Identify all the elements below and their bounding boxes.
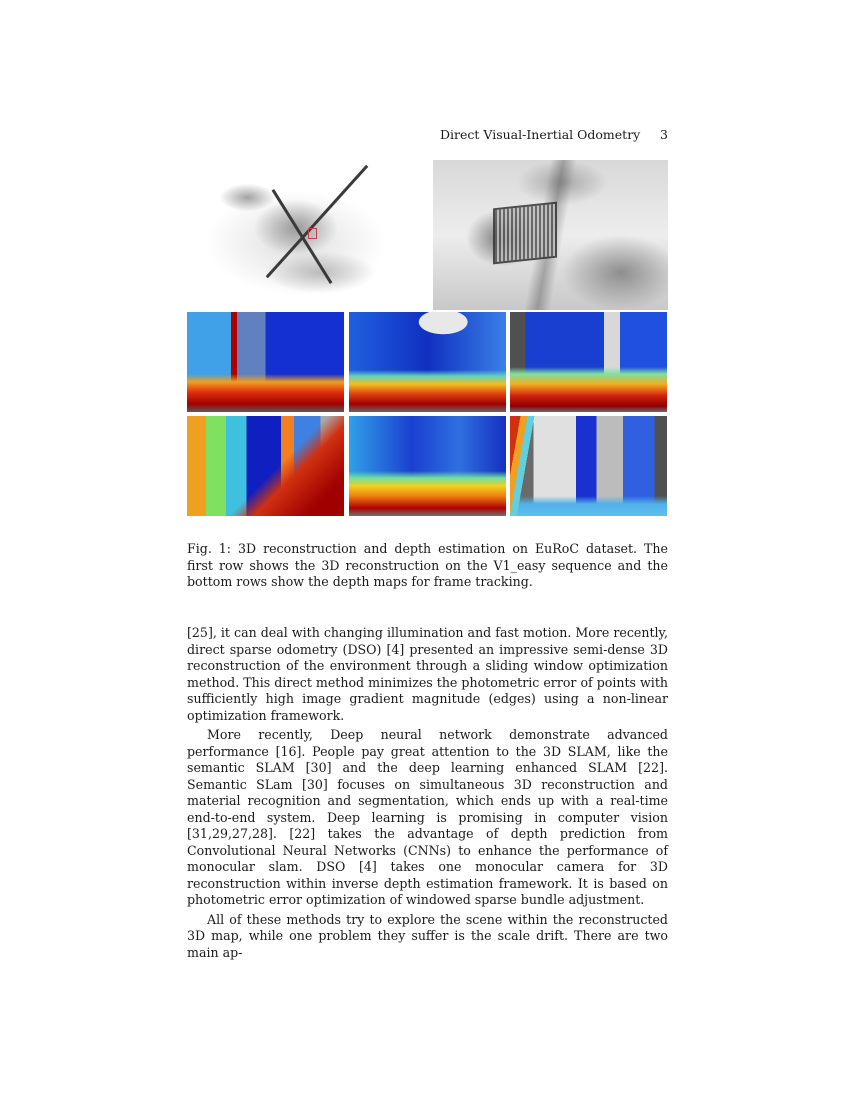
depth-map-image (349, 312, 506, 412)
running-head-title: Direct Visual-Inertial Odometry (440, 127, 641, 142)
figure-caption: Fig. 1: 3D reconstruction and depth estimation on EuRoC dataset. The first row shows the 3D reconstruction on the V1_easy sequence and the bottom rows show the depth maps for frame tracking. (187, 541, 668, 589)
paragraph: [25], it can deal with changing illumination and fast motion. More recently, direct sparse odometry (DSO) [4] presented an impressive semi-dense 3D reconstruction of the environment through a sliding window optimization method. This direct method minimizes the photometric error of points with sufficiently high image gradient magnitude (edges) using a non-linear optimization framework. (187, 625, 668, 723)
reconstruction-closeup-image (433, 160, 668, 310)
running-head (440, 127, 668, 143)
page-number: 3 (660, 127, 668, 142)
depth-map-image (187, 416, 344, 516)
paragraph: More recently, Deep neural network demonstrate advanced performance [16]. People pay great attention to the 3D SLAM, like the semantic SLAM [30] and the deep learning enhanced SLAM [22]. Semantic SLam [30] focuses on simultaneous 3D reconstruction and material recognition and segmentation, which ends up with a real-time end-to-end system. Deep learning is promising in computer vision [31,29,27,28]. [22] takes the advantage of depth prediction from Convolutional Neural Networks (CNNs) to enhance the performance of monocular slam. DSO [4] takes one monocular camera for 3D reconstruction within inverse depth estimation framework. It is based on photometric error optimization of windowed sparse bundle adjustment. (187, 727, 668, 907)
depth-map-image (510, 312, 667, 412)
reconstruction-overview-image (187, 160, 429, 310)
paragraph: All of these methods try to explore the scene within the reconstructed 3D map, while one problem they suffer is the scale drift. There are two main ap- (187, 911, 668, 960)
depth-map-image (349, 416, 506, 516)
body-text (187, 625, 668, 964)
figure-1 (187, 160, 668, 517)
camera-pose-marker (308, 228, 317, 239)
depth-map-image (510, 416, 667, 516)
reconstructed-object (493, 202, 557, 265)
depth-map-image (187, 312, 344, 412)
